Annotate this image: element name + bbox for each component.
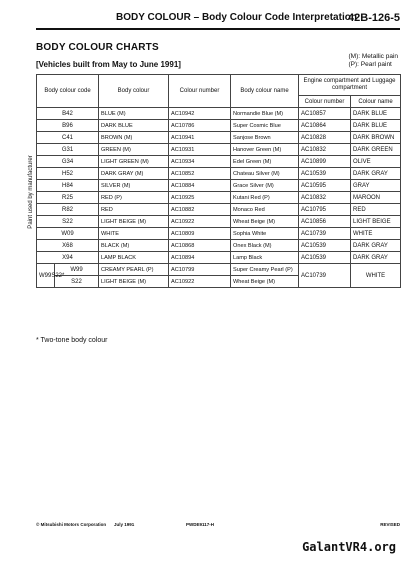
eng-colour-number: AC10539 [299,240,351,252]
colour-number: AC10931 [169,144,231,156]
colour-code: S22 [55,276,99,288]
table-row [37,108,401,120]
eng-colour-name: OLIVE [351,156,401,168]
colour-number: AC10799 [169,264,231,276]
colour-code: H84 [37,180,99,192]
eng-colour-name: GRAY [351,180,401,192]
colour-code: G31 [37,144,99,156]
body-colour-name: Wheat Beige (M) [231,216,299,228]
body-colour-name: Wheat Beige (M) [231,276,299,288]
eng-colour-number: AC10539 [299,168,351,180]
eng-colour-number: AC10595 [299,180,351,192]
table-row [37,216,401,228]
two-tone-row [37,264,401,276]
eng-colour-name: DARK BLUE [351,120,401,132]
footer-pub-no: PWDE9117-H [186,522,215,527]
eng-colour-number: AC10828 [299,132,351,144]
body-colour: BROWN (M) [99,132,169,144]
table-row [37,192,401,204]
body-colour-name: Super Cosmic Blue [231,120,299,132]
header-colour-number: Colour number [169,75,231,108]
colour-code: R25 [37,192,99,204]
eng-colour-number: AC10795 [299,204,351,216]
body-colour: LIGHT BEIGE (M) [99,216,169,228]
body-colour: BLUE (M) [99,108,169,120]
colour-code: R82 [37,204,99,216]
table-row [37,144,401,156]
colour-code: W09 [37,228,99,240]
colour-number: AC10786 [169,120,231,132]
header-eng-colour-number: Colour number [299,96,351,108]
eng-colour-name: RED [351,204,401,216]
body-colour-name: Sanjose Brown [231,132,299,144]
eng-colour-number: AC10539 [299,252,351,264]
colour-number: AC10882 [169,204,231,216]
colour-code: B96 [37,120,99,132]
body-colour-name: Sophia White [231,228,299,240]
body-colour: LIGHT GREEN (M) [99,156,169,168]
footer-revised: REVISED [380,522,400,527]
body-colour: DARK GRAY (M) [99,168,169,180]
colour-number: AC10922 [169,276,231,288]
paint-legend [349,53,398,69]
watermark: GalantVR4.org [302,540,396,554]
table-row [37,228,401,240]
legend-metallic: (M): Metallic pain [348,53,398,60]
page-header [36,12,400,30]
table-row [37,180,401,192]
header-body-colour-code: Body colour code [37,75,99,108]
body-colour-name: Super Creamy Pearl (P) [231,264,299,276]
eng-colour-name: DARK GRAY [351,252,401,264]
section-title: BODY COLOUR – Body Colour Code Interpretation [116,12,357,23]
colour-number: AC10922 [169,216,231,228]
body-colour-name: Grace Silver (M) [231,180,299,192]
colour-code: X94 [37,252,99,264]
eng-colour-name: DARK BLUE [351,108,401,120]
body-colour: SILVER (M) [99,180,169,192]
colour-code: G34 [37,156,99,168]
colour-code: H52 [37,168,99,180]
colour-number: AC10934 [169,156,231,168]
header-body-colour: Body colour [99,75,169,108]
footnote: * Two-tone body colour [36,337,108,344]
eng-colour-number: AC10857 [299,108,351,120]
body-colour: RED [99,204,169,216]
colour-number: AC10925 [169,192,231,204]
eng-colour-name: LIGHT BEIGE [351,216,401,228]
colour-number: AC10868 [169,240,231,252]
page-number: 42B-126-5 [348,12,400,24]
colour-number: AC10894 [169,252,231,264]
body-colour: WHITE [99,228,169,240]
two-tone-code: W99S22* [37,264,55,288]
colour-number: AC10852 [169,168,231,180]
header-engine-group: Engine compartment and Luggage compartment [299,75,401,96]
eng-colour-name: DARK GRAY [351,168,401,180]
colour-number: AC10942 [169,108,231,120]
body-colour-name: Chateau Silver (M) [231,168,299,180]
document-title: BODY COLOUR CHARTS [36,42,159,53]
body-colour-name: Hanover Green (M) [231,144,299,156]
eng-colour-name: DARK BROWN [351,132,401,144]
eng-colour-number: AC10832 [299,144,351,156]
eng-colour-number: AC10832 [299,192,351,204]
table-row [37,132,401,144]
body-colour: CREAMY PEARL (P) [99,264,169,276]
eng-colour-number: AC10739 [299,228,351,240]
colour-number: AC10884 [169,180,231,192]
table-row [37,252,401,264]
body-colour: DARK BLUE [99,120,169,132]
body-colour: LAMP BLACK [99,252,169,264]
eng-colour-name: WHITE [351,228,401,240]
table-row [37,204,401,216]
side-label [26,137,36,247]
table-row [37,156,401,168]
eng-colour-number: AC10864 [299,120,351,132]
eng-colour-name: WHITE [351,264,401,288]
table-row [37,240,401,252]
eng-colour-name: DARK GREEN [351,144,401,156]
body-colour-name: Lamp Black [231,252,299,264]
eng-colour-number: AC10899 [299,156,351,168]
colour-number: AC10809 [169,228,231,240]
footer-date: July 1991 [114,522,135,527]
body-colour-name: Monaco Red [231,204,299,216]
eng-colour-number: AC10739 [299,264,351,288]
body-colour-name: Edel Green (M) [231,156,299,168]
document-subtitle: [Vehicles built from May to June 1991] [36,60,181,69]
footer-publisher: © Mitsubishi Motors Corporation [36,522,107,527]
body-colour: BLACK (M) [99,240,169,252]
colour-code: B42 [37,108,99,120]
eng-colour-number: AC10856 [299,216,351,228]
eng-colour-name: MAROON [351,192,401,204]
colour-code: W99 [55,264,99,276]
body-colour: RED (P) [99,192,169,204]
side-label-text: Paint used by manufacturer [28,155,34,229]
colour-code: C41 [37,132,99,144]
body-colour: LIGHT BEIGE (M) [99,276,169,288]
table-row [37,168,401,180]
body-colour-name: Normandie Blue (M) [231,108,299,120]
body-colour-table [36,74,401,288]
body-colour-name: Kutani Red (P) [231,192,299,204]
legend-pearl: (P): Pearl paint [348,61,392,68]
header-body-colour-name: Body colour name [231,75,299,108]
body-colour: GREEN (M) [99,144,169,156]
eng-colour-name: DARK GRAY [351,240,401,252]
colour-code: X68 [37,240,99,252]
body-colour-name: Onex Black (M) [231,240,299,252]
header-eng-colour-name: Colour name [351,96,401,108]
colour-code: S22 [37,216,99,228]
colour-number: AC10941 [169,132,231,144]
table-row [37,120,401,132]
